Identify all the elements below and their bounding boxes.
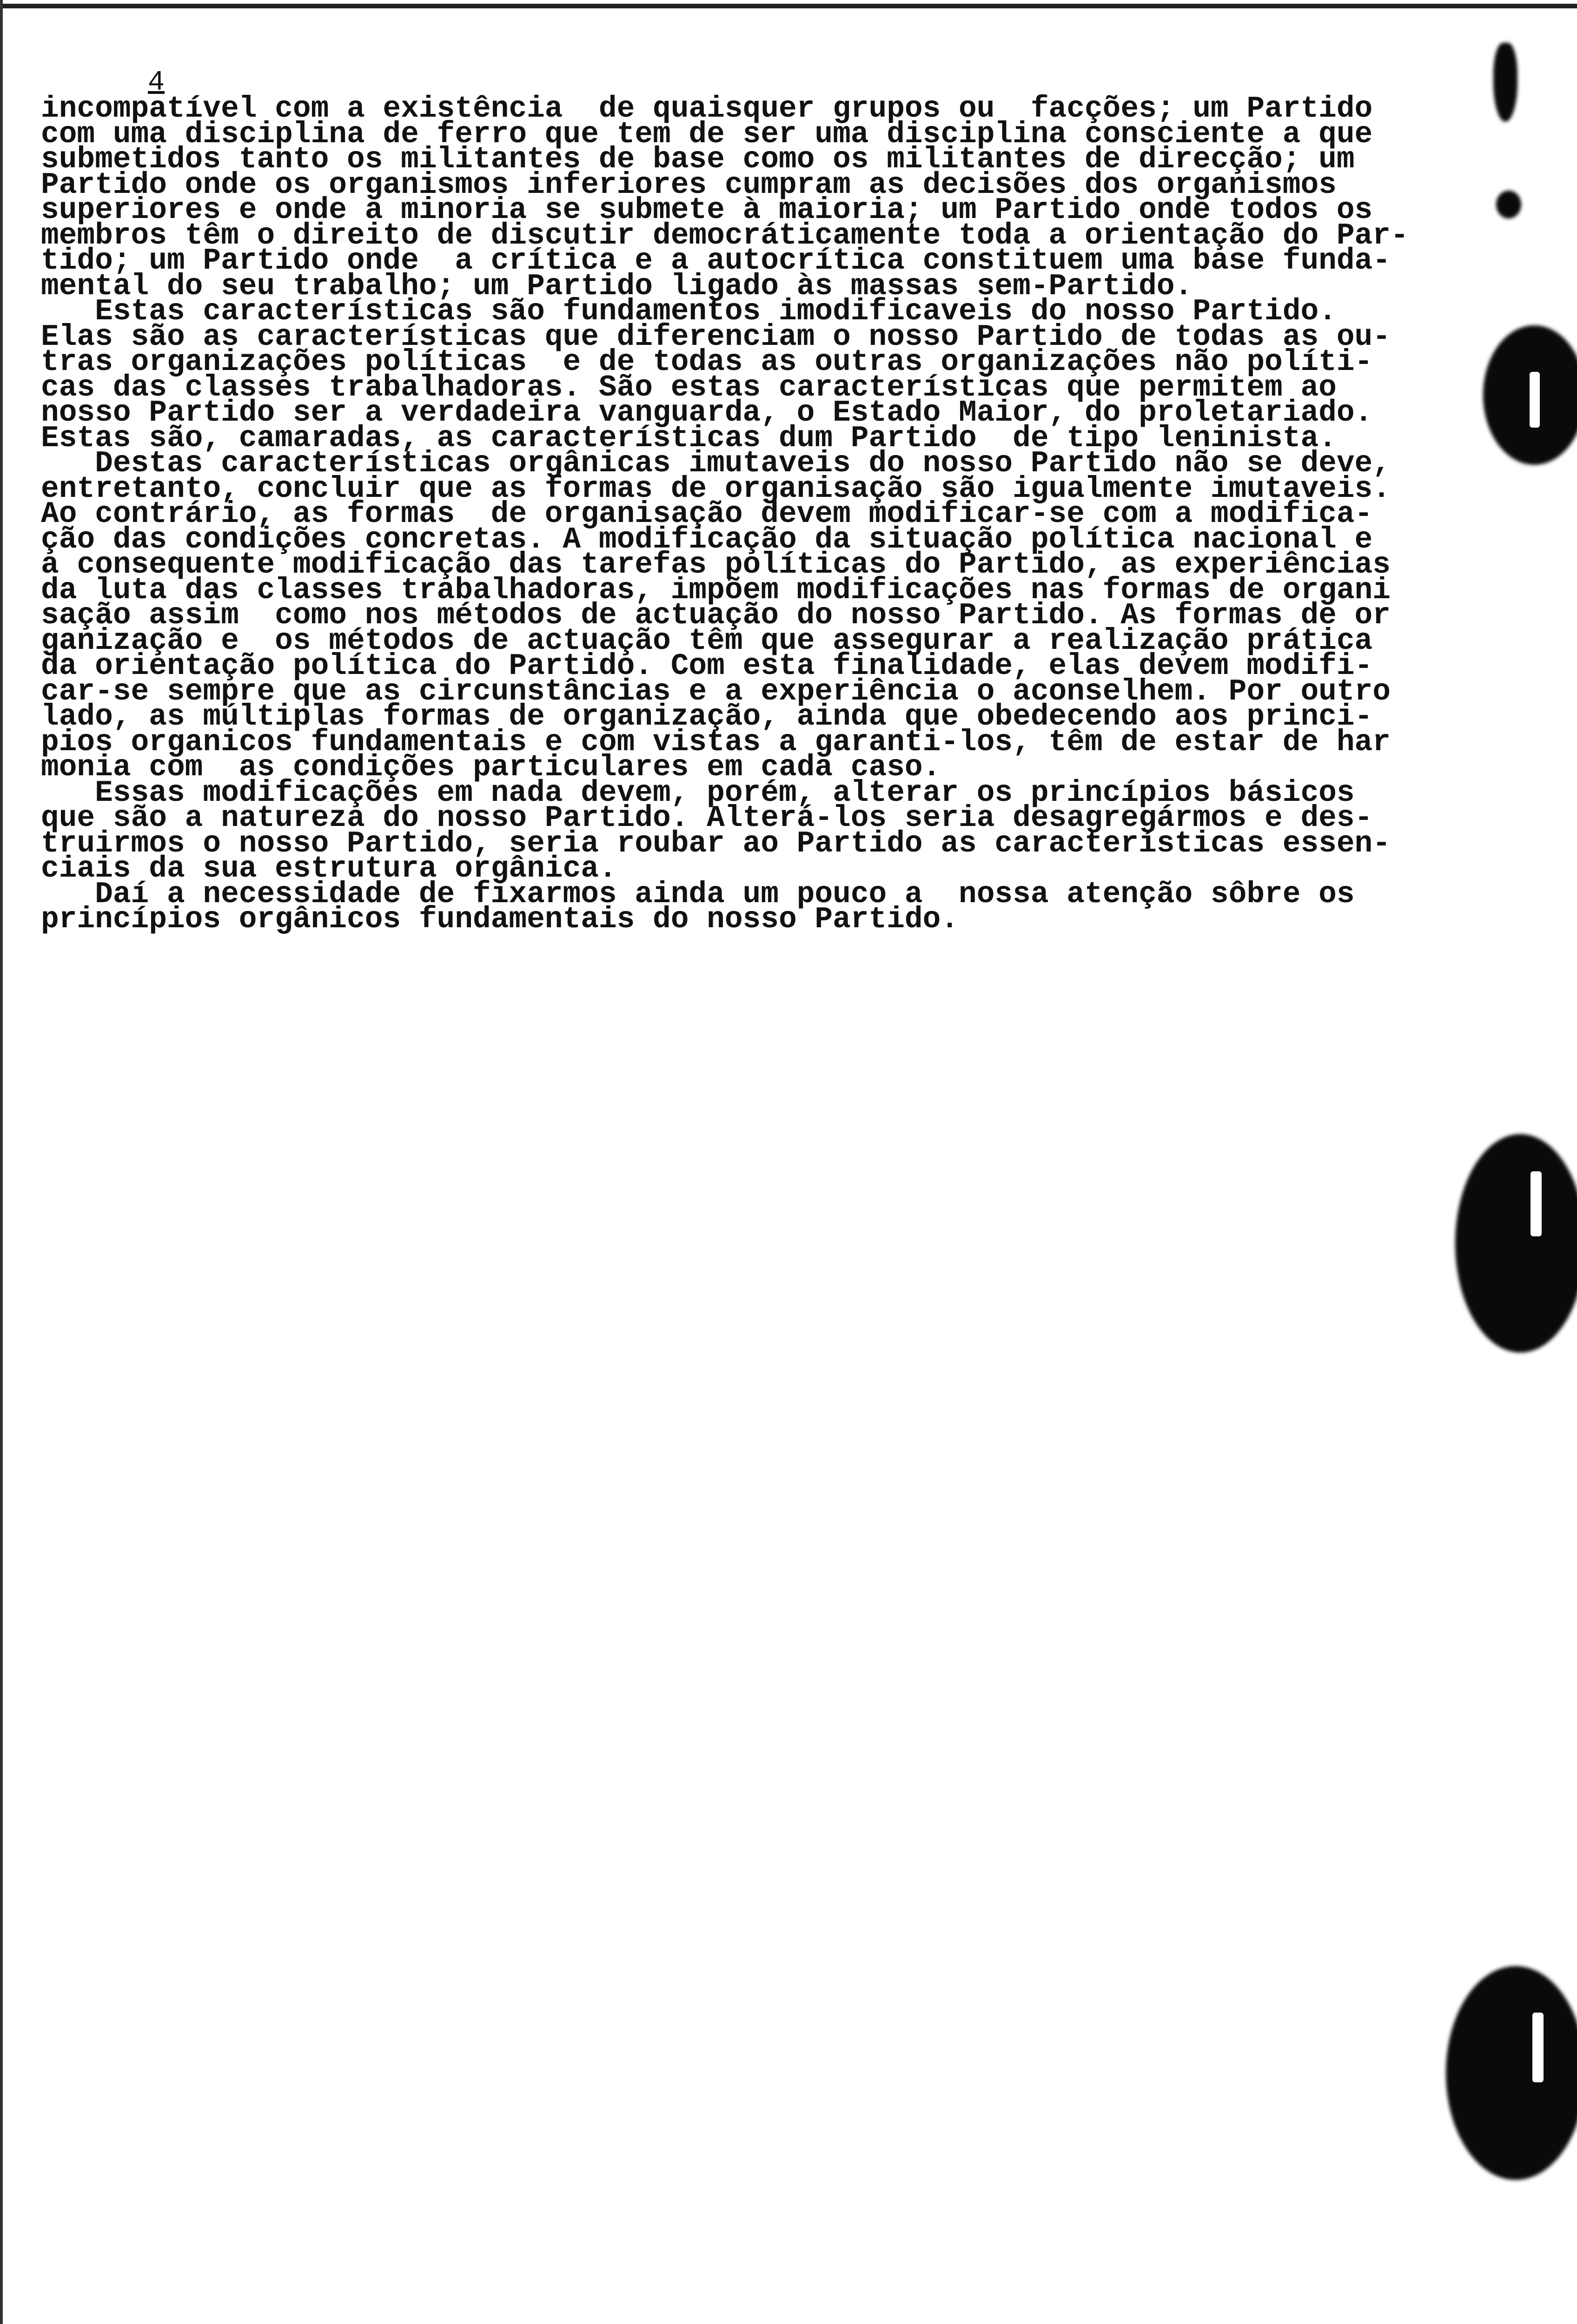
punch-hole-notch bbox=[1531, 1171, 1542, 1236]
punch-hole-mark bbox=[1446, 1966, 1577, 2180]
text-line: Estas características são fundamentos imodificaveis do nosso Partido. bbox=[41, 295, 1337, 329]
page-number: 4 bbox=[148, 67, 165, 99]
text-line: ganização e os métodos de actuação têm que assegurar a realização prática bbox=[41, 624, 1373, 658]
text-line: Elas são as características que diferenciam o nosso Partido de todas as ou- bbox=[41, 320, 1391, 354]
text-line: car-se sempre que as circunstâncias e a experiência o aconselhem. Por outro bbox=[41, 674, 1391, 709]
text-line: Essas modificações em nada devem, porém, alterar os princípios básicos bbox=[41, 776, 1355, 810]
text-line: da luta das classes trabalhadoras, impõem modificações nas formas de organi bbox=[41, 573, 1391, 607]
text-line: da orientação política do Partido. Com esta finalidade, elas devem modifi- bbox=[41, 649, 1373, 683]
top-border-line bbox=[0, 4, 1577, 8]
text-line: mental do seu trabalho; um Partido ligado às massas sem-Partido. bbox=[41, 269, 1193, 304]
text-line: Destas características orgânicas imutaveis do nosso Partido não se deve, bbox=[41, 447, 1391, 481]
text-line: Estas são, camaradas, as características dum Partido de tipo leninista. bbox=[41, 421, 1337, 456]
text-line: entretanto, concluir que as formas de organisação são igualmente imutaveis. bbox=[41, 472, 1391, 506]
text-line: monia com as condições particulares em cada caso. bbox=[41, 751, 941, 785]
text-line: ciais da sua estrutura orgânica. bbox=[41, 852, 617, 886]
text-line: membros têm o direito de discutir democráticamente toda a orientação do Par- bbox=[41, 218, 1409, 253]
punch-hole-mark bbox=[1455, 1134, 1577, 1353]
text-line: que são a natureza do nosso Partido. Alterá-los seria desagregármos e des- bbox=[41, 801, 1373, 835]
text-line: princípios orgânicos fundamentais do nosso Partido. bbox=[41, 903, 959, 937]
punch-hole-notch bbox=[1532, 2013, 1544, 2082]
text-line: ção das condições concretas. A modificação da situação política nacional e bbox=[41, 522, 1373, 557]
text-line: truirmos o nosso Partido, seria roubar ao Partido as características essen- bbox=[41, 826, 1391, 861]
body-text bbox=[41, 92, 1473, 937]
text-line: Daí a necessidade de fixarmos ainda um pouco a nossa atenção sôbre os bbox=[41, 877, 1355, 911]
punch-hole-mark bbox=[1496, 191, 1521, 218]
text-line: incompatível com a existência de quaisquer grupos ou facções; um Partido bbox=[41, 92, 1373, 126]
text-line: nosso Partido ser a verdadeira vanguarda, o Estado Maior, do proletariado. bbox=[41, 396, 1373, 430]
punch-hole-mark bbox=[1493, 43, 1517, 122]
text-line: sação assim como nos métodos de actuação do nosso Partido. As formas de or bbox=[41, 599, 1391, 633]
text-line: lado, as múltiplas formas de organização, ainda que obedecendo aos princi- bbox=[41, 700, 1373, 734]
text-line: tras organizações políticas e de todas as outras organizações não políti- bbox=[41, 345, 1373, 379]
left-border-line bbox=[0, 0, 3, 2324]
text-line: com uma disciplina de ferro que tem de ser uma disciplina consciente a que bbox=[41, 117, 1373, 152]
text-line: cas das classes trabalhadoras. São estas características que permitem ao bbox=[41, 370, 1337, 405]
text-line: Partido onde os organismos inferiores cumpram as decisões dos organismos bbox=[41, 168, 1337, 202]
text-line: tido; um Partido onde a crítica e a autocrítica constituem uma base funda- bbox=[41, 244, 1391, 278]
punch-hole-notch bbox=[1530, 372, 1540, 428]
text-line: Ao contrário, as formas de organisação devem modificar-se com a modifica- bbox=[41, 497, 1373, 531]
text-line: pios organicos fundamentais e com vistas a garanti-los, têm de estar de har bbox=[41, 725, 1391, 759]
text-line: submetidos tanto os militantes de base como os militantes de direcção; um bbox=[41, 143, 1355, 177]
text-line: superiores e onde a minoria se submete à maioria; um Partido onde todos os bbox=[41, 193, 1373, 227]
text-line: a consequente modificação das tarefas políticas do Partido, as experiências bbox=[41, 548, 1391, 582]
